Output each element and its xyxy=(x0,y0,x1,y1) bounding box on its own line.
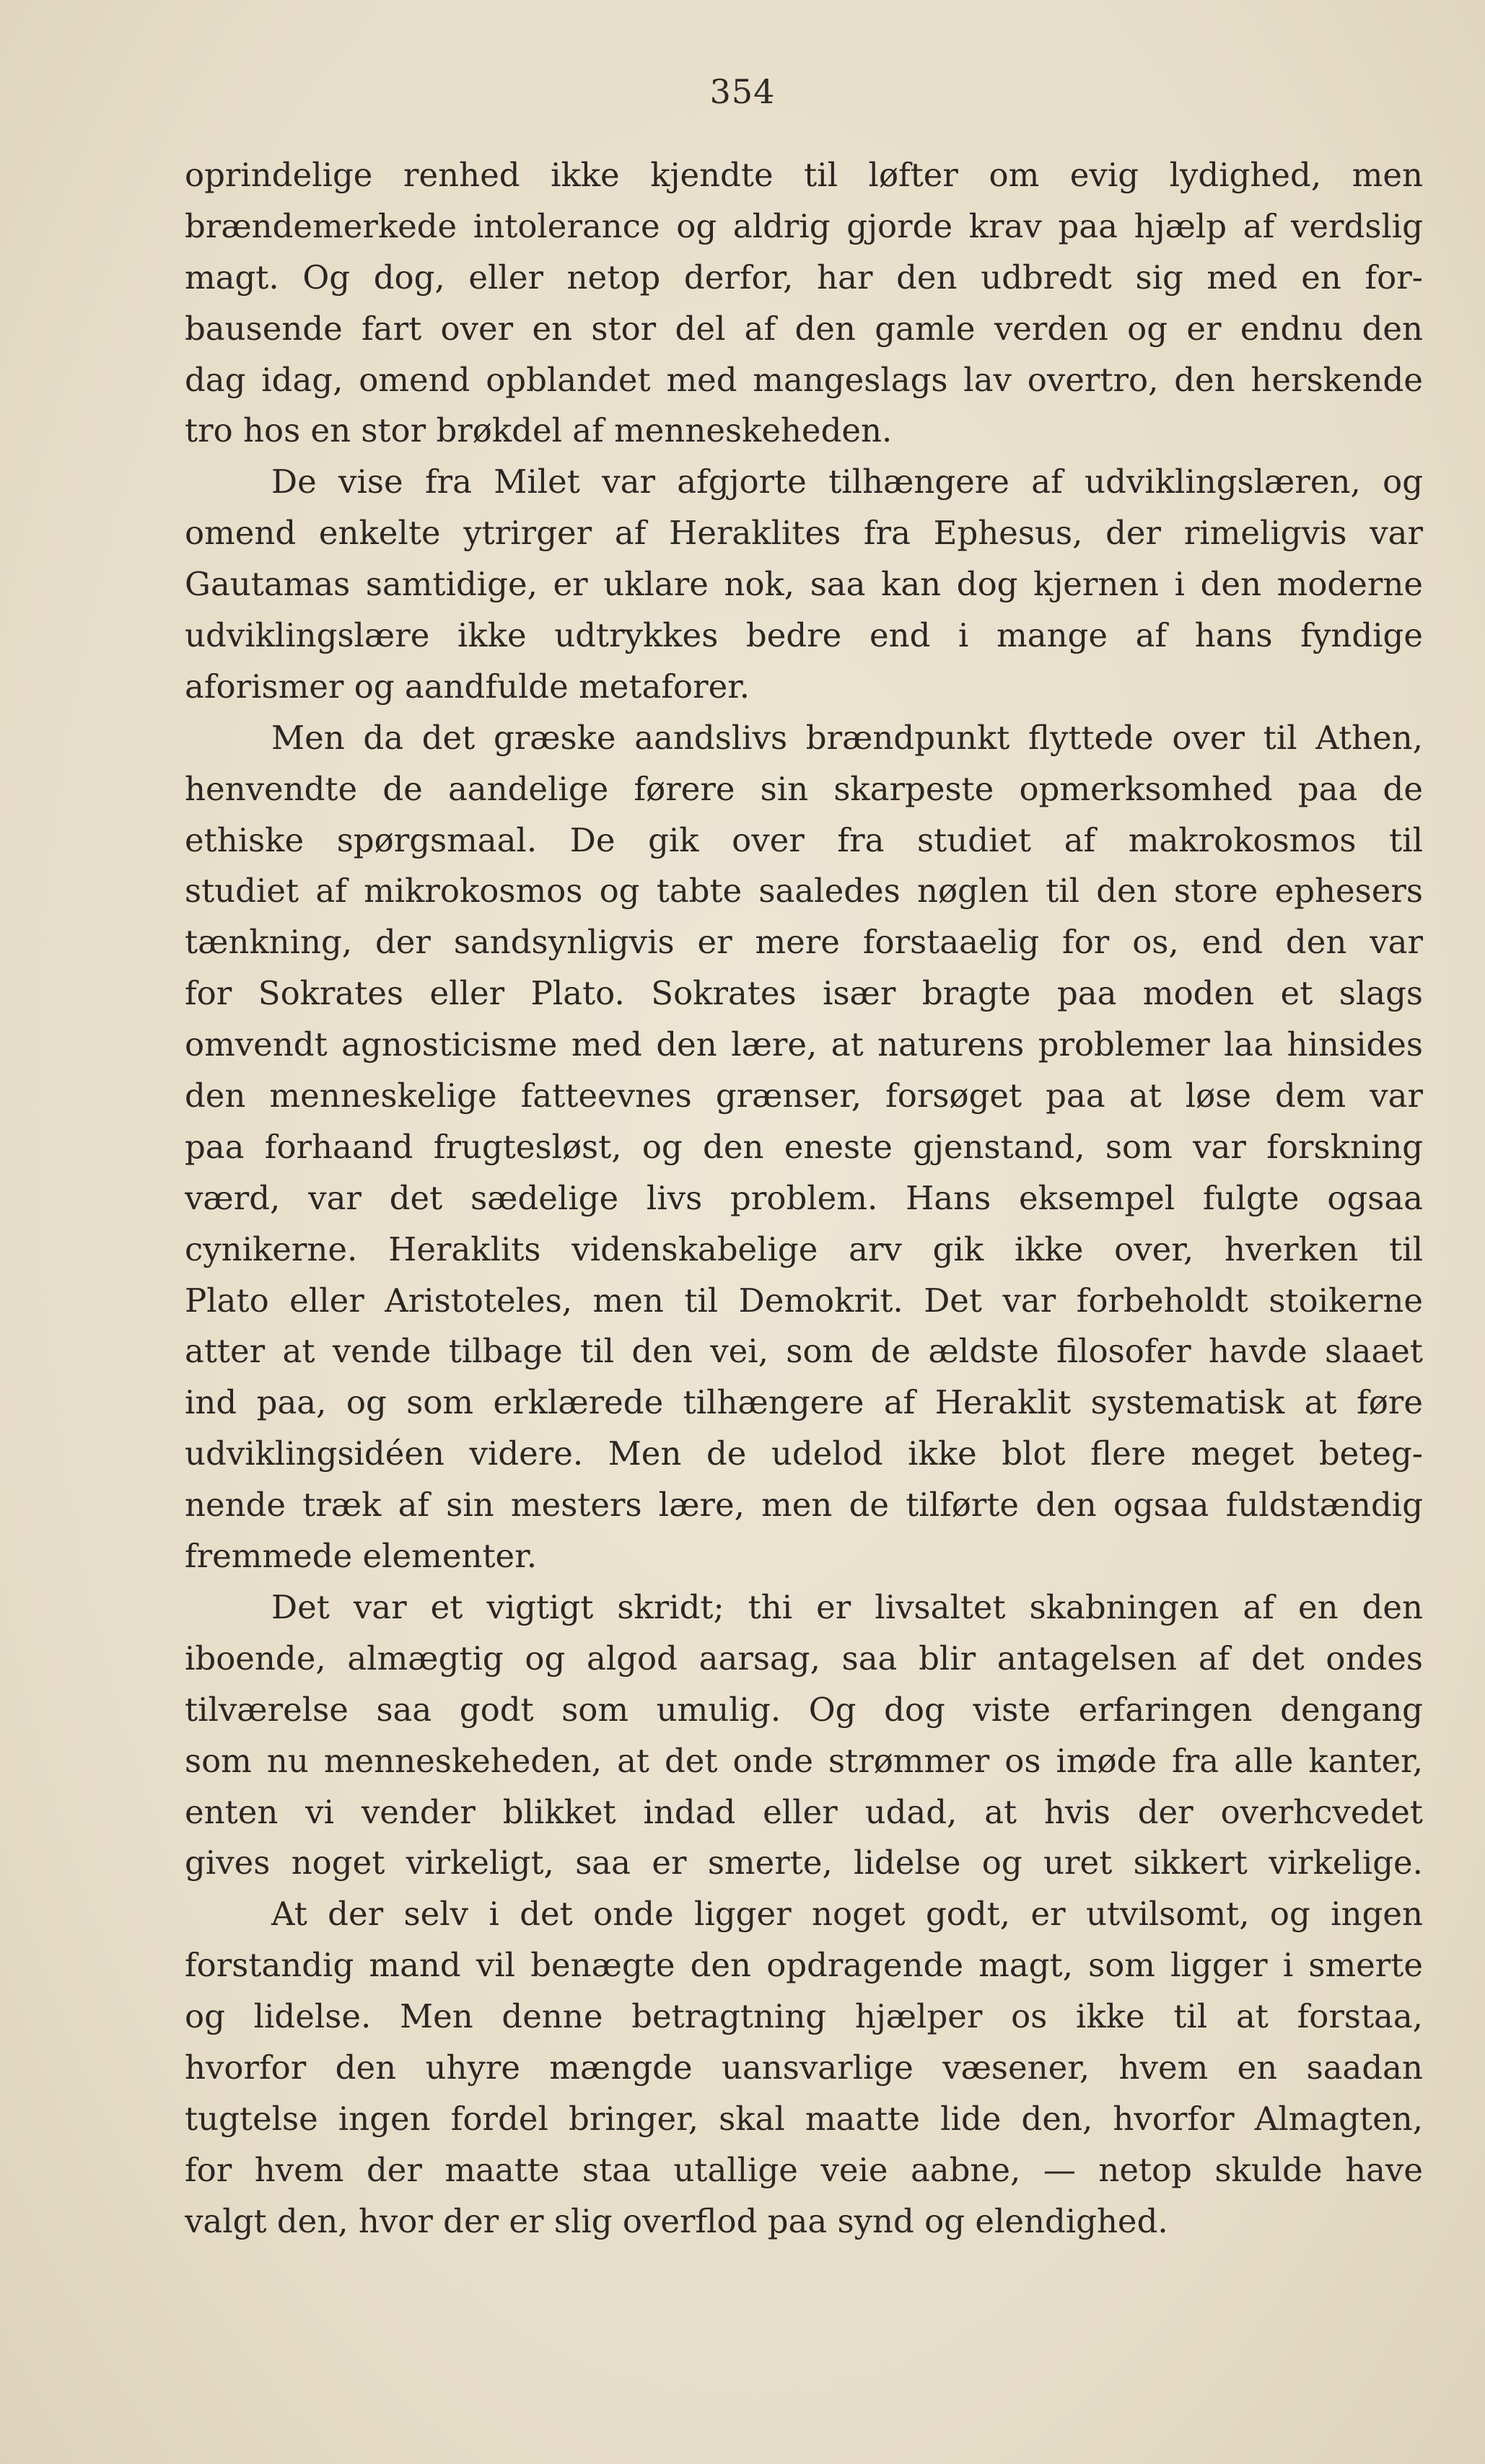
text-line: for hvem der maatte staa utallige veie aabne, — netop skulde have xyxy=(185,2150,1423,2189)
text-line: enten vi vender blikket indad eller udad, at hvis der overhcvedet xyxy=(185,1792,1423,1831)
text-line: og lidelse. Men denne betragtning hjælper os ikke til at forstaa, xyxy=(185,1997,1423,2036)
page-number: 354 xyxy=(709,72,776,111)
text-line: for Sokrates eller Plato. Sokrates især bragte paa moden et slags xyxy=(185,974,1423,1013)
text-line: hvorfor den uhyre mængde uansvarlige væsener, hvem en saadan xyxy=(185,2048,1423,2087)
text-line: magt. Og dog, eller netop derfor, har den udbredt sig med en for- xyxy=(185,258,1423,297)
body-text xyxy=(185,150,1423,2248)
text-line: Det var et vigtigt skridt; thi er livsaltet skabningen af en den xyxy=(271,1587,1423,1626)
text-line: aforismer og aandfulde metaforer. xyxy=(185,667,750,706)
text-line: bausende fart over en stor del af den gamle verden og er endnu den xyxy=(185,309,1423,348)
text-line: nende træk af sin mesters lære, men de tilførte den ogsaa fuldstændig xyxy=(185,1486,1423,1525)
text-line: ethiske spørgsmaal. De gik over fra studiet af makrokosmos til xyxy=(185,820,1423,859)
text-line: gives noget virkeligt, saa er smerte, lidelse og uret sikkert virkelige. xyxy=(185,1843,1423,1882)
text-line: De vise fra Milet var afgjorte tilhængere af udviklingslæren, og xyxy=(271,462,1423,501)
text-line: valgt den, hvor der er slig overflod paa synd og elendighed. xyxy=(185,2201,1168,2240)
text-line: dag idag, omend opblandet med mangeslags lav overtro, den herskende xyxy=(185,360,1423,399)
text-line: tugtelse ingen fordel bringer, skal maatte lide den, hvorfor Almagten, xyxy=(185,2099,1423,2138)
text-line: Gautamas samtidige, er uklare nok, saa kan dog kjernen i den moderne xyxy=(185,565,1423,604)
text-line: forstandig mand vil benægte den opdragende magt, som ligger i smerte xyxy=(185,1946,1423,1985)
text-line: værd, var det sædelige livs problem. Hans eksempel fulgte ogsaa xyxy=(185,1178,1423,1217)
text-line: tilværelse saa godt som umulig. Og dog viste erfaringen dengang xyxy=(185,1690,1423,1729)
text-line: iboende, almægtig og algod aarsag, saa blir antagelsen af det ondes xyxy=(185,1639,1423,1678)
text-line: udviklingsidéen videre. Men de udelod ikke blot flere meget beteg- xyxy=(185,1434,1423,1473)
text-line: studiet af mikrokosmos og tabte saaledes nøglen til den store ephesers xyxy=(185,872,1423,911)
text-line: den menneskelige fatteevnes grænser, forsøget paa at løse dem var xyxy=(185,1077,1423,1115)
text-line: udviklingslære ikke udtrykkes bedre end i mange af hans fyndige xyxy=(185,616,1423,655)
text-line: Plato eller Aristoteles, men til Demokrit. Det var forbeholdt stoikerne xyxy=(185,1281,1423,1320)
text-line: ind paa, og som erklærede tilhængere af Heraklit systematisk at føre xyxy=(185,1383,1423,1422)
text-line: omvendt agnosticisme med den lære, at naturens problemer laa hinsides xyxy=(185,1025,1423,1064)
text-line: tro hos en stor brøkdel af menneskeheden. xyxy=(185,411,893,450)
text-line: brændemerkede intolerance og aldrig gjorde krav paa hjælp af verdslig xyxy=(185,206,1423,245)
text-line: fremmede elementer. xyxy=(185,1537,538,1576)
text-line: paa forhaand frugtesløst, og den eneste gjenstand, som var forskning xyxy=(185,1127,1423,1166)
text-line: At der selv i det onde ligger noget godt, er utvilsomt, og ingen xyxy=(271,1895,1423,1934)
text-line: Men da det græske aandslivs brændpunkt flyttede over til Athen, xyxy=(271,718,1423,757)
text-line: oprindelige renhed ikke kjendte til løfter om evig lydighed, men xyxy=(185,156,1423,194)
text-line: som nu menneskeheden, at det onde strømmer os imøde fra alle kanter, xyxy=(185,1741,1423,1780)
text-line: henvendte de aandelige førere sin skarpeste opmerksomhed paa de xyxy=(185,769,1423,808)
text-line: omend enkelte ytrirger af Heraklites fra Ephesus, der rimeligvis var xyxy=(185,514,1423,553)
text-line: atter at vende tilbage til den vei, som de ældste filosofer havde slaaet xyxy=(185,1332,1423,1371)
text-line: tænkning, der sandsynligvis er mere forstaaelig for os, end den var xyxy=(185,923,1423,962)
text-line: cynikerne. Heraklits videnskabelige arv gik ikke over, hverken til xyxy=(185,1229,1423,1268)
